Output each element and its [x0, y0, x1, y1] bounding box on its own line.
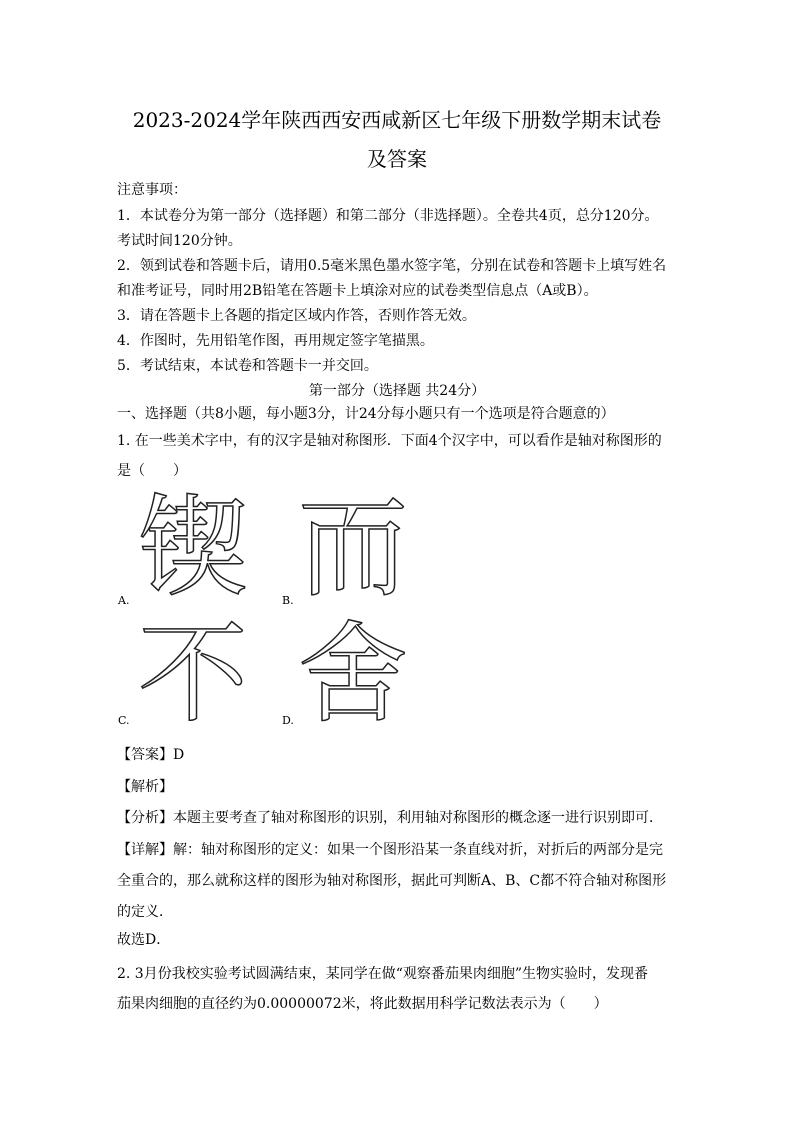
- detail: 全重合的，那么就称这样的图形为轴对称图形，据此可判断A、B、C都不符合轴对称图形: [117, 873, 667, 889]
- q1-stem: 1. 在一些美术字中，有的汉字是轴对称图形．下面4个汉字中，可以看作是轴对称图形的: [117, 433, 662, 449]
- detail: 的定义．: [117, 904, 173, 920]
- option-a-glyph: 锲: [138, 484, 248, 612]
- notice-heading: 注意事项：: [117, 182, 187, 198]
- q1-stem: 是（ ）: [117, 463, 187, 479]
- notice-item: 2．领到试卷和答题卡后，请用0.5毫米黑色墨水签字笔，分别在试卷和答题卡上填写姓名: [117, 258, 667, 274]
- detail: 【详解】解：轴对称图形的定义：如果一个图形沿某一条直线对折，对折后的两部分是完: [117, 842, 663, 858]
- notice-item: 1．本试卷分为第一部分（选择题）和第二部分（非选择题）。全卷共4页，总分120分。: [117, 208, 659, 224]
- option-d-glyph: 舍: [298, 610, 408, 738]
- option-d-label: D.: [282, 714, 294, 727]
- section-heading: 一、选择题（共8小题，每小题3分，计24分每小题只有一个选项是符合题意的）: [117, 406, 615, 422]
- option-c-label: C.: [118, 714, 130, 727]
- option-c-glyph: 不: [138, 610, 248, 738]
- doc-title-line1: 2023-2024学年陕西西安西咸新区七年级下册数学期末试卷: [132, 108, 662, 132]
- notice-item: 3．请在答题卡上各题的指定区域内作答，否则作答无效。: [117, 308, 476, 324]
- option-b-label: B.: [282, 594, 294, 607]
- doc-title-line2: 及答案: [367, 147, 427, 171]
- choice: 故选D．: [117, 932, 171, 948]
- option-b-glyph: 而: [298, 484, 408, 612]
- notice-item: 考试时间120分钟。: [117, 233, 242, 249]
- notice-item: 4．作图时，先用铅笔作图，再用规定签字笔描黑。: [117, 333, 434, 349]
- q2-stem: 2. 3月份我校实验考试圆满结束，某同学在做“观察番茄果肉细胞”生物实验时，发现番: [117, 966, 649, 982]
- analysis: 【分析】本题主要考查了轴对称图形的识别，利用轴对称图形的概念逐一进行识别即可．: [117, 810, 663, 826]
- q2-stem: 茄果肉细胞的直径约为0.00000072米，将此数据用科学记数法表示为（ ）: [117, 996, 608, 1012]
- notice-item: 和准考证号，同时用2B铅笔在答题卡上填涂对应的试卷类型信息点（A或B）。: [117, 283, 598, 299]
- answer: 【答案】D: [117, 747, 185, 763]
- notice-item: 5．考试结束，本试卷和答题卡一并交回。: [117, 358, 378, 374]
- option-a-label: A.: [118, 594, 130, 607]
- part1-heading: 第一部分（选择题 共24分）: [308, 383, 486, 399]
- analysis-heading: 【解析】: [117, 779, 173, 795]
